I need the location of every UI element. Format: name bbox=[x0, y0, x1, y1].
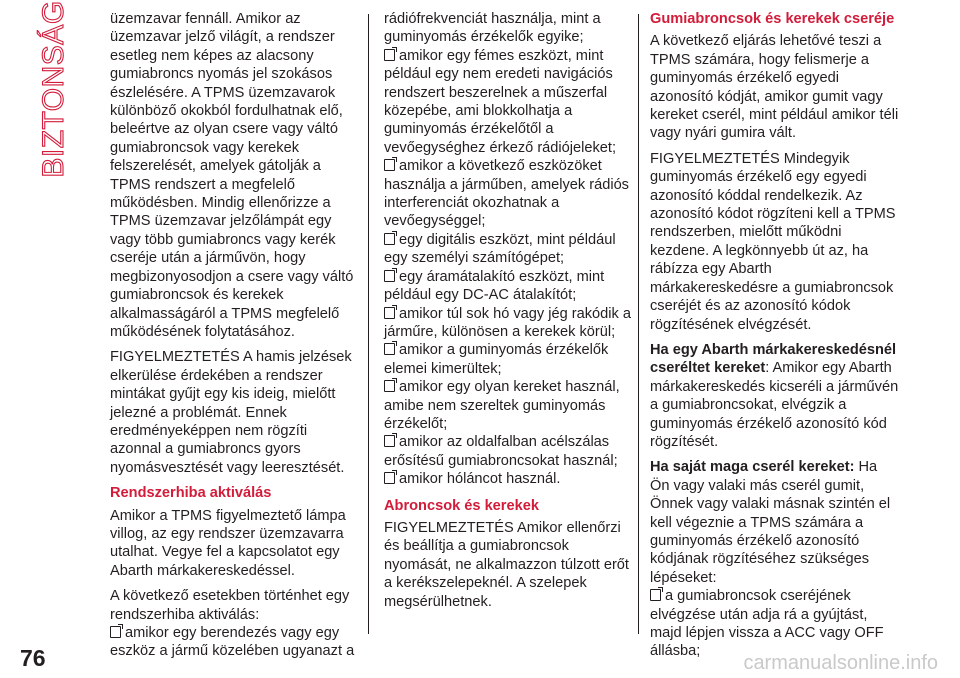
bullet-box-icon bbox=[384, 307, 395, 319]
list-item-text: amikor egy berendezés vagy egy eszköz a jármű közelében ugyanazt a bbox=[110, 625, 355, 660]
list-item-text: egy digitális eszközt, mint például egy személyi számítógépet; bbox=[384, 231, 616, 267]
list-item bbox=[384, 268, 632, 305]
list-item-text: amikor a guminyomás érzékelők elemei kimerültek; bbox=[384, 342, 609, 377]
list-item-text: amikor egy fémes eszközt, mint például egy nem eredeti navigációs rendszert beszerelnek a műszerfal közepébe, ami blokkolhatja a guminyomás érzékelőtől a vevőegységhez érkező rádiójeleket; bbox=[384, 47, 617, 156]
paragraph-text: : Amikor egy Abarth márkakereskedés kicseréli a járművén a gumiabroncsokat, elvégzik a guminyomás érzékelő azonosító kód rögzítését. bbox=[650, 360, 899, 450]
list-item bbox=[650, 587, 900, 661]
paragraph bbox=[650, 341, 900, 451]
page-number: 76 bbox=[20, 645, 46, 671]
list-item bbox=[384, 378, 632, 433]
bold-lead: Ha egy Abarth márkakereskedésnél cseréltet kereket bbox=[650, 341, 897, 377]
list-item-text: amikor az oldalfalban acélszálas erősítésű gumiabroncsokat használ; bbox=[384, 434, 618, 469]
bullet-box-icon bbox=[384, 159, 395, 171]
watermark: carmanualsonline.info bbox=[743, 652, 938, 674]
paragraph-warning: FIGYELMEZTETÉS Amikor ellenőrzi és beállítja a gumiabroncsok nyomását, ne alkalmazzon túlzott erőt a kerékszelepeknél. A szelepek megsérülhetnek. bbox=[384, 519, 629, 610]
paragraph-text: rádiófrekvenciát használja, mint a guminyomás érzékelők egyike; bbox=[384, 11, 601, 46]
list-item bbox=[384, 433, 632, 470]
list-item bbox=[384, 470, 632, 488]
section-label bbox=[22, 0, 86, 178]
list-item-text: a gumiabroncsok cseréjének elvégzése után adja rá a gyújtást, majd lépjen vissza a ACC vagy OFF állásba; bbox=[650, 588, 884, 660]
bullet-box-icon bbox=[384, 435, 395, 447]
paragraph bbox=[110, 587, 358, 661]
list-item-text: amikor hóláncot használ. bbox=[399, 471, 561, 488]
bullet-box-icon bbox=[650, 589, 661, 601]
paragraph-warning: FIGYELMEZTETÉS Mindegyik guminyomás érzékelő egy egyedi azonosító kóddal rendelkezik. Az azonosító kódot rögzíteni kell a TPMS rendszerben, mielőtt működni kezdene. A legkönnyebb út az, ha rábízza egy Abarth márkakereskedésre a gumiabroncsok cseréjét és az azonosító kódok rögzítésének elvégzését. bbox=[650, 150, 896, 333]
bullet-box-icon bbox=[384, 380, 395, 392]
list-item bbox=[384, 305, 632, 342]
bullet-box-icon bbox=[384, 472, 395, 484]
list-item bbox=[384, 341, 632, 378]
list-item bbox=[384, 231, 632, 268]
paragraph-text: Ha Ön vagy valaki más cserél gumit, Önnek vagy valaki másnak szintén el kell végeznie a TPMS számára a guminyomás érzékelő azonosító kódjának rögzítéséhez szükséges lépéseket: bbox=[650, 459, 891, 586]
column-2 bbox=[384, 10, 632, 618]
column-divider-2 bbox=[638, 14, 639, 634]
paragraph-warning: FIGYELMEZTETÉS A hamis jelzések elkerülése érdekében a rendszer mintákat gyűjt egy kis ideig, mielőtt jelezné a problémát. Ennek eredményeképpen nem rögzíti azonnal a gumiabroncs gyors nyomásvesztését vagy leeresztését. bbox=[110, 349, 352, 476]
list-item-text: amikor a következő eszközöket használja a járműben, amelyek rádiós interferenciát okozhatnak a vevőegységgel; bbox=[384, 158, 629, 230]
list-item-text: egy áramátalakító eszközt, mint például egy DC-AC átalakítót; bbox=[384, 268, 605, 304]
paragraph-text: A következő esetekben történhet egy rendszerhiba aktiválás: bbox=[110, 588, 350, 623]
heading-system-fault: Rendszerhiba aktiválás bbox=[110, 485, 272, 502]
column-divider-1 bbox=[368, 14, 369, 634]
bullet-box-icon bbox=[384, 270, 395, 282]
paragraph bbox=[384, 10, 632, 489]
list-item-text: amikor túl sok hó vagy jég rakódik a járműre, különösen a kerekek körül; bbox=[384, 305, 631, 340]
paragraph: üzemzavar fennáll. Amikor az üzemzavar jelző világít, a rendszer esetleg nem képes az alacsony gumiabroncs nyomás jel szokásos észlelésére. A TPMS üzemzavarok különböző okokból fordulhatnak elő, beleértve az olyan csere vagy váltó gumiabroncsok vagy kerekek felszerelését, amelyek gátolják a TPMS rendszert a megfelelő működésben. Mindig ellenőrizze a TPMS üzemzavar jelzőlámpát egy vagy több gumiabroncs vagy kerék cseréje után a járművön, hogy megbizonyosodjon a csere vagy váltó gumiabroncsok és kerekek alkalmasságáról a TPMS megfelelő működésének folytatásához. bbox=[110, 11, 354, 340]
bullet-box-icon bbox=[384, 233, 395, 245]
list-item bbox=[384, 47, 632, 157]
bold-lead: Ha saját maga cserél kereket: bbox=[650, 459, 855, 476]
bullet-box-icon bbox=[384, 343, 395, 355]
heading-tire-replacement: Gumiabroncsok és kerekek cseréje bbox=[650, 11, 895, 27]
bullet-box-icon bbox=[384, 49, 395, 61]
list-item-text: amikor egy olyan kereket használ, amibe nem szereltek guminyomás érzékelőt; bbox=[384, 379, 620, 432]
column-3 bbox=[650, 10, 900, 661]
paragraph: A következő eljárás lehetővé teszi a TPMS számára, hogy felismerje a guminyomás érzékelő egyedi azonosító kódját, amikor gumit vagy kereket cserél, mint például amikor téli vagy nyári gumira vált. bbox=[650, 33, 899, 142]
column-1 bbox=[110, 10, 358, 661]
paragraph: Amikor a TPMS figyelmeztető lámpa villog, az egy rendszer üzemzavarra utalhat. Vegye fel a kapcsolatot egy Abarth márkakereskedéssel. bbox=[110, 507, 346, 579]
bullet-box-icon bbox=[110, 626, 121, 638]
paragraph bbox=[650, 458, 900, 660]
section-label-text: BIZTONSÁG bbox=[37, 0, 70, 178]
list-item bbox=[384, 157, 632, 231]
heading-tires-wheels: Abroncsok és kerekek bbox=[384, 497, 539, 514]
list-item bbox=[110, 624, 358, 661]
